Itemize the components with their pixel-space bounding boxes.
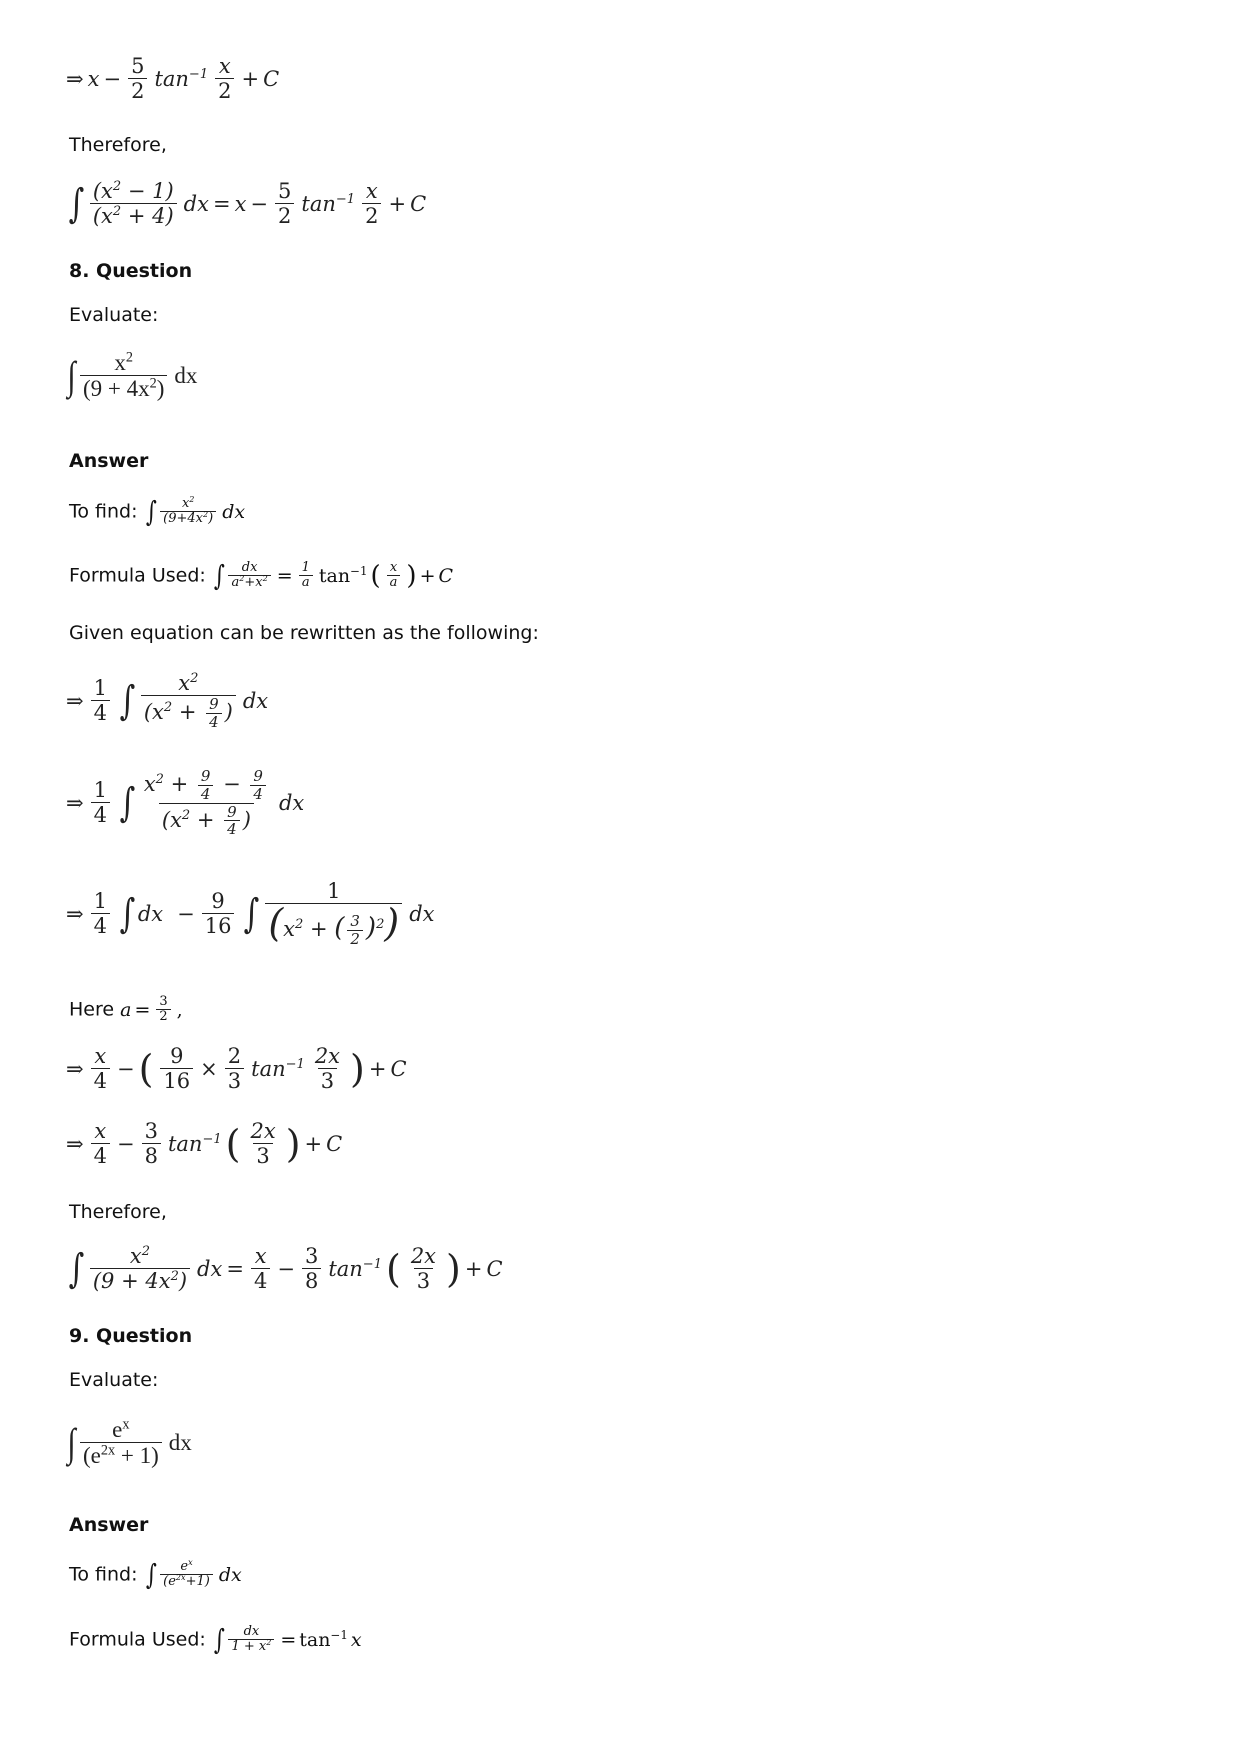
q8-to-find-label: To find: [69,500,138,523]
q8-formula-expression: ∫ $\frac{dx}{a^2+x^2}$ = $\frac{1}{a}$ $\tan^{-1}$ ( $\frac{x}{a}$ ) + C [213,559,454,593]
q9-to-find [69,1560,242,1590]
q8-formula-label: Formula Used: [69,564,206,587]
q9-formula-label: Formula Used: [69,1628,206,1651]
q8-rewrite-text: Given equation can be rewritten as the following: [69,622,539,644]
q8-step2: ⇒ $\frac{1}{4}$ ∫ $x^2$ + $\frac{9}{4}$ − $\frac{9}{4}$ ($x^2$ + $\frac{9}{4}$ ) dx [66,767,305,839]
q7-therefore: Therefore, [69,134,167,156]
q9-problem: ∫ $\frac{e^x}{(e^{2x} + 1)}$ dx [67,1416,192,1469]
q8-problem: ∫ $\frac{x^2}{(9 + 4x^2)}$ dx [67,349,198,402]
q9-answer-label: Answer [69,1514,149,1536]
q7-step-result: ⇒ x − $\frac{5}{2}$ $\tan^{-1}$ $\frac{x}{2}$ + C [66,54,280,104]
q8-step3: ⇒ $\frac{1}{4}$ ∫ dx − $\frac{9}{16}$ ∫ 1 ($x^2$ + ( $\frac{3}{2}$ )$^2$) dx [66,879,435,948]
q8-here [69,995,183,1025]
q8-therefore: Therefore, [69,1201,167,1223]
q8-final-equation: ∫ $\frac{x^2}{(9 + 4x^2)}$ dx = $\frac{x}{4}$ − $\frac{3}{8}$ $\tan^{-1}$ ( $\frac{2x}{3}$ ) + C [68,1244,503,1294]
q8-step4: ⇒ $\frac{x}{4}$ − ( $\frac{9}{16}$ × $\frac{2}{3}$ $\tan^{-1}$ $\frac{2x}{3}$ ) + C [66,1044,407,1094]
q9-formula [69,1625,362,1655]
q8-answer-label: Answer [69,450,149,472]
q8-evaluate-label: Evaluate: [69,304,159,326]
q8-here-value: a = $\frac{3}{2}$ , [120,994,183,1025]
q9-formula-expression: ∫ $\frac{dx}{1 + x^2}$ = $\tan^{-1}$ x [213,1623,362,1657]
q9-to-find-expression: ∫ $\frac{e^x}{(e^{2x}+1)}$ dx [145,1558,242,1592]
q9-heading: 9. Question [69,1325,193,1347]
q8-to-find-expression: ∫ $\frac{x^2}{(9+4x^2)}$ dx [145,495,246,529]
q9-evaluate-label: Evaluate: [69,1369,159,1391]
q8-step5: ⇒ $\frac{x}{4}$ − $\frac{3}{8}$ $\tan^{-1}$ ( $\frac{2x}{3}$ ) + C [66,1119,343,1169]
q7-final-equation: ∫ $\frac{(x^2 - 1)}{(x^2 + 4)}$ dx = x − $\frac{5}{2}$ $\tan^{-1}$ $\frac{x}{2}$ + C [68,179,427,229]
q8-heading: 8. Question [69,260,193,282]
q8-to-find [69,497,245,527]
q9-to-find-label: To find: [69,1563,138,1586]
q8-step1: ⇒ $\frac{1}{4}$ ∫ $x^2$ ($x^2$ + $\frac{9}{4}$ ) dx [66,671,269,731]
q8-here-label: Here [69,998,115,1021]
q8-formula [69,561,453,591]
